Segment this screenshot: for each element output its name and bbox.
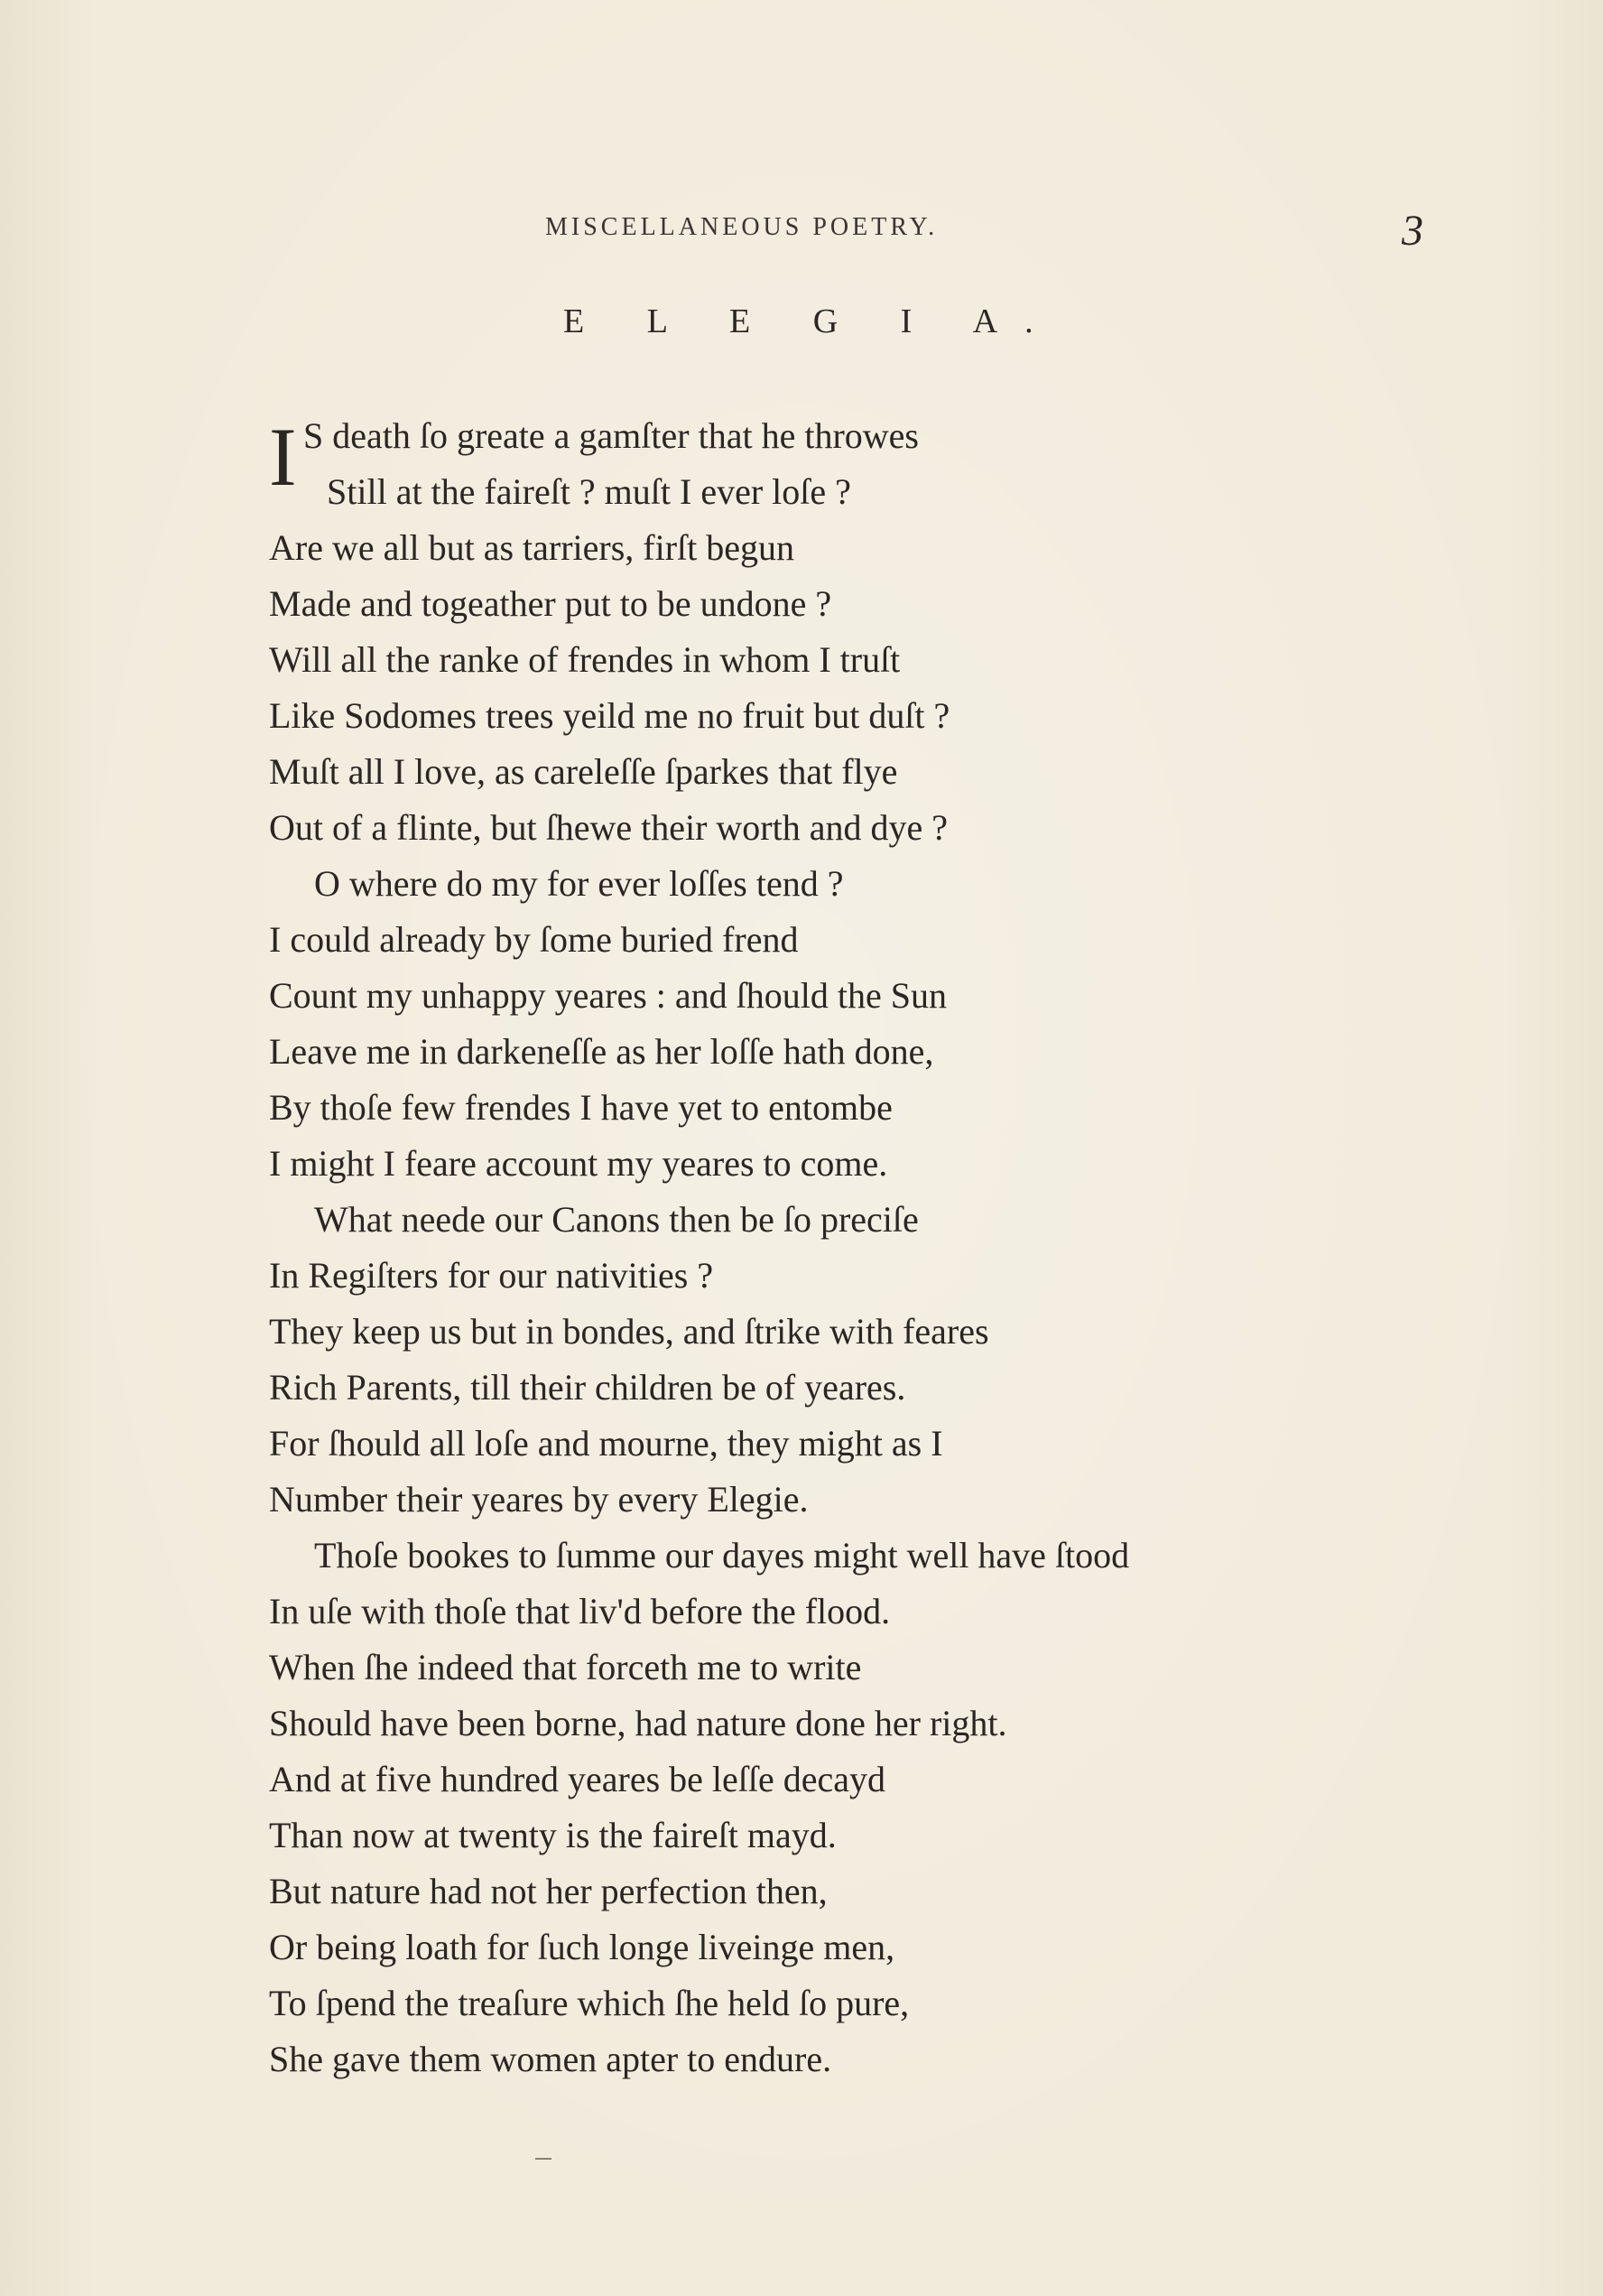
poem-line: What neede our Canons then be ſo preciſe [314, 1199, 919, 1240]
poem-line: For ſhould all loſe and mourne, they might as I [269, 1423, 943, 1464]
poem-line: Than now at twenty is the faireſt mayd. [269, 1815, 837, 1855]
poem-line: Count my unhappy yeares : and ſhould the Sun [269, 975, 948, 1016]
poem-line: Or being loath for ſuch longe liveinge men, [269, 1927, 895, 1967]
poem-line: Muſt all I love, as careleſſe ſparkes that flye [269, 751, 898, 792]
poem-line: In Regiſters for our nativities ? [269, 1255, 714, 1296]
poem-line: Leave me in darkeneſſe as her loſſe hath done, [269, 1031, 934, 1072]
poem-line: Thoſe bookes to ſumme our dayes might well have ſtood [314, 1535, 1130, 1576]
poem-title: E L E G I A. [563, 302, 1061, 340]
poem-line: I might I feare account my yeares to come. [269, 1143, 888, 1184]
poem-line-text: S death ſo greate a gamſter that he throwes [303, 415, 919, 456]
poem-line: To ſpend the treaſure which ſhe held ſo pure, [269, 1983, 910, 2023]
poem-line: But nature had not her perfection then, [269, 1871, 828, 1911]
poem-line: In uſe with thoſe that liv'd before the flood. [269, 1591, 891, 1631]
poem-line: Made and togeather put to be undone ? [269, 583, 832, 624]
running-head: MISCELLANEOUS POETRY. [545, 213, 939, 241]
poem-line: Like Sodomes trees yeild me no fruit but duſt ? [269, 695, 950, 736]
poem-line: I could already by ſome buried frend [269, 919, 799, 960]
poem-line: Are we all but as tarriers, firſt begun [269, 527, 795, 568]
poem-line: When ſhe indeed that forceth me to write [269, 1647, 862, 1687]
poem-line: O where do my for ever loſſes tend ? [314, 863, 844, 904]
poem-line: Rich Parents, till their children be of yeares. [269, 1367, 906, 1408]
poem-line: Out of a flinte, but ſhewe their worth and dye ? [269, 807, 948, 848]
poem-line: Should have been borne, had nature done her right. [269, 1703, 1007, 1743]
page-number: 3 [1402, 207, 1423, 255]
drop-cap: I [269, 411, 297, 503]
poem-line: They keep us but in bondes, and ſtrike with feares [269, 1311, 989, 1352]
poem-line: She gave them women apter to endure. [269, 2039, 832, 2079]
poem-line: Still at the faireſt ? muſt I ever loſe ? [327, 471, 851, 512]
poem-line: By thoſe few frendes I have yet to entombe [269, 1087, 893, 1128]
printer-mark [535, 2158, 551, 2160]
poem-body [269, 408, 1442, 2087]
poem-line: Will all the ranke of frendes in whom I truſt [269, 639, 901, 680]
poem-line: And at five hundred yeares be leſſe decayd [269, 1759, 886, 1799]
poem-line: Number their yeares by every Elegie. [269, 1479, 809, 1520]
